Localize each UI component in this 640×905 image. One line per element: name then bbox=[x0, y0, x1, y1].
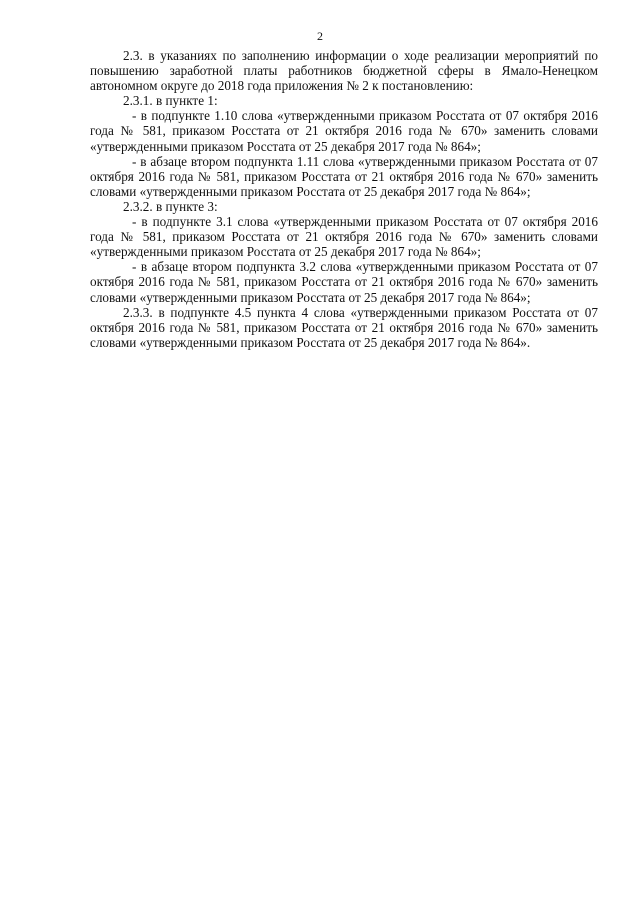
paragraph-subitem-3-1: - в подпункте 3.1 слова «утвержденными приказом Росстата от 07 октября 2016 года № 581, приказом Росстата от 21 октября 2016 года № 670» заменить словами «утвержденными приказом Росстата от 25 декабря 2017 года № 864»; bbox=[90, 214, 598, 260]
paragraph-2-3-1: 2.3.1. в пункте 1: bbox=[123, 93, 218, 109]
page-number: 2 bbox=[317, 29, 323, 43]
paragraph-2-3: 2.3. в указаниях по заполнению информации о ходе реализации мероприятий по повышению заработной платы работников бюджетной сферы в Ямало-Ненецком автономном округе до 2018 года приложения № 2 к постановлению: bbox=[90, 48, 598, 94]
paragraph-2-3-2: 2.3.2. в пункте 3: bbox=[123, 198, 218, 214]
paragraph-2-3-3: 2.3.3. в подпункте 4.5 пункта 4 слова «утвержденными приказом Росстата от 07 октября 2016 года № 581, приказом Росстата от 21 октября 2016 года № 670» заменить словами «утвержденными приказом Росстата от 25 декабря 2017 года № 864». bbox=[90, 304, 598, 350]
document-body bbox=[90, 48, 598, 350]
paragraph-subitem-3-2: - в абзаце втором подпункта 3.2 слова «утвержденными приказом Росстата от 07 октября 2016 года № 581, приказом Росстата от 21 октября 2016 года № 670» заменить словами «утвержденными приказом Росстата от 25 декабря 2017 года № 864»; bbox=[90, 259, 598, 305]
paragraph-subitem-1-11: - в абзаце втором подпункта 1.11 слова «утвержденными приказом Росстата от 07 октября 2016 года № 581, приказом Росстата от 21 октября 2016 года № 670» заменить словами «утвержденными приказом Росстата от 25 декабря 2017 года № 864»; bbox=[90, 153, 598, 199]
paragraph-subitem-1-10: - в подпункте 1.10 слова «утвержденными приказом Росстата от 07 октября 2016 года № 581, приказом Росстата от 21 октября 2016 года № 670» заменить словами «утвержденными приказом Росстата от 25 декабря 2017 года № 864»; bbox=[90, 108, 598, 154]
